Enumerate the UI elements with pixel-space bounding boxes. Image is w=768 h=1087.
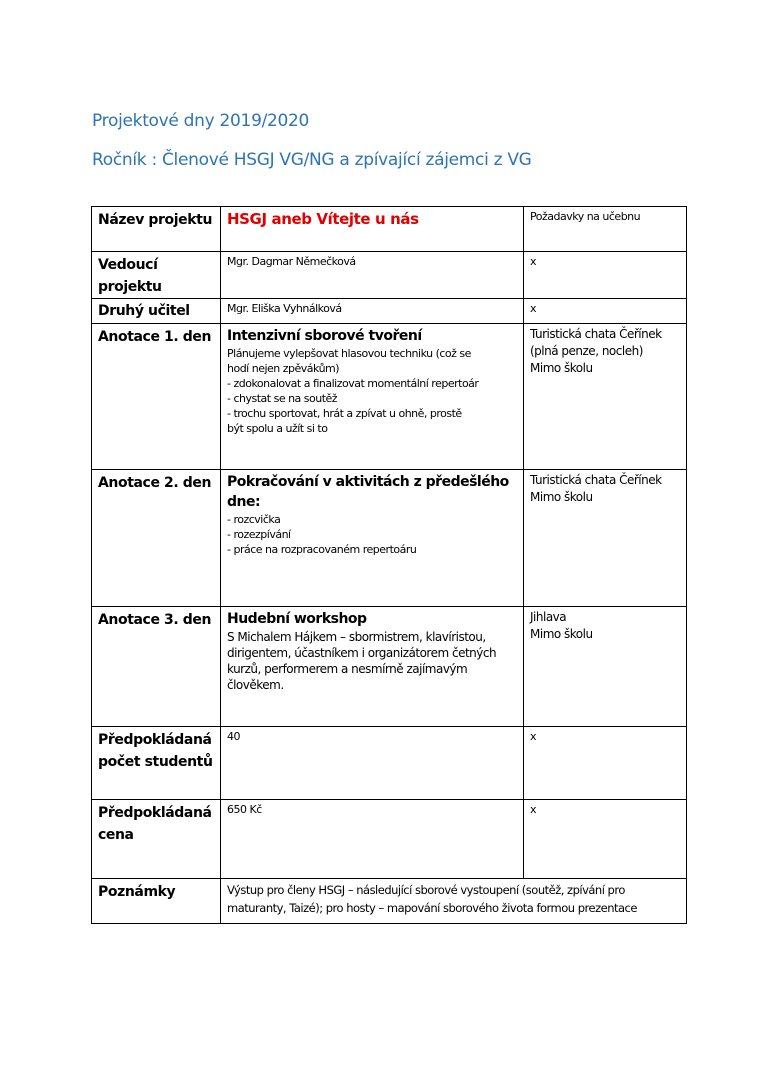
classroom-requirements-header: Požadavky na učebnu bbox=[524, 207, 687, 252]
annotation-title: Hudební workshop bbox=[227, 611, 367, 627]
table-row-day-2 bbox=[92, 470, 687, 607]
location-line: Mimo školu bbox=[530, 627, 593, 641]
project-lead-value: Mgr. Dagmar Němečková bbox=[221, 252, 524, 299]
requirements-value: x bbox=[524, 299, 687, 324]
table-row-day-1 bbox=[92, 324, 687, 470]
annotation-title: Pokračování v aktivitách z předešlého dne: bbox=[227, 474, 509, 510]
price-value: 650 Kč bbox=[221, 800, 524, 879]
row-label: Název projektu bbox=[92, 207, 221, 252]
table-row-project-name bbox=[92, 207, 687, 252]
table-row-project-lead bbox=[92, 252, 687, 299]
row-label: Anotace 3. den bbox=[92, 607, 221, 727]
annotation-line: být spolu a užít si to bbox=[227, 422, 328, 435]
annotation-line: S Michalem Hájkem – sbormistrem, klavíristou, bbox=[227, 630, 486, 644]
student-count-value: 40 bbox=[221, 727, 524, 800]
location-line: Turistická chata Čeřínek bbox=[530, 473, 662, 487]
annotation-line: - rozcvička bbox=[227, 513, 281, 526]
location-line: Jihlava bbox=[530, 610, 567, 624]
annotation-line: kurzů, performerem a nesmírně zajímavým bbox=[227, 662, 468, 676]
annotation-line: - zdokonalovat a finalizovat momentální repertoár bbox=[227, 377, 479, 390]
project-title: HSGJ aneb Vítejte u nás bbox=[227, 210, 419, 228]
document-subheading: Ročník : Členové HSGJ VG/NG a zpívající zájemci z VG bbox=[92, 150, 532, 170]
second-teacher-value: Mgr. Eliška Vyhnálková bbox=[221, 299, 524, 324]
row-label: Vedoucí projektu bbox=[92, 252, 221, 299]
location-line: Turistická chata Čeřínek bbox=[530, 327, 662, 341]
row-label: Poznámky bbox=[92, 879, 221, 924]
location-line: Mimo školu bbox=[530, 490, 593, 504]
annotation-line: - chystat se na soutěž bbox=[227, 392, 338, 405]
row-label: Anotace 1. den bbox=[92, 324, 221, 470]
table-row-student-count bbox=[92, 727, 687, 800]
annotation-line: - práce na rozpracovaném repertoáru bbox=[227, 543, 417, 556]
requirements-value: x bbox=[524, 727, 687, 800]
location-line: (plná penze, nocleh) bbox=[530, 344, 643, 358]
table-row-price bbox=[92, 800, 687, 879]
annotation-line: Plánujeme vylepšovat hlasovou techniku (což se bbox=[227, 347, 471, 360]
document-heading: Projektové dny 2019/2020 bbox=[92, 111, 310, 131]
location-line: Mimo školu bbox=[530, 361, 593, 375]
annotation-line: - rozezpívání bbox=[227, 528, 291, 541]
row-label: Předpokládaná počet studentů bbox=[92, 727, 221, 800]
notes-line: Výstup pro členy HSGJ – následující sborové vystoupení (soutěž, zpívání pro bbox=[227, 883, 625, 897]
notes-line: maturanty, Taizé); pro hosty – mapování sborového života formou prezentace bbox=[227, 901, 637, 915]
annotation-title: Intenzivní sborové tvoření bbox=[227, 328, 422, 344]
annotation-line: člověkem. bbox=[227, 678, 284, 692]
requirements-value: x bbox=[524, 252, 687, 299]
project-table bbox=[91, 206, 687, 924]
row-label: Anotace 2. den bbox=[92, 470, 221, 607]
annotation-line: hodí nejen zpěvákům) bbox=[227, 362, 340, 375]
table-row-second-teacher bbox=[92, 299, 687, 324]
annotation-line: - trochu sportovat, hrát a zpívat u ohně, prostě bbox=[227, 407, 462, 420]
row-label: Předpokládaná cena bbox=[92, 800, 221, 879]
row-label: Druhý učitel bbox=[92, 299, 221, 324]
table-row-day-3 bbox=[92, 607, 687, 727]
requirements-value: x bbox=[524, 800, 687, 879]
annotation-line: dirigentem, účastníkem i organizátorem četných bbox=[227, 646, 497, 660]
table-row-notes bbox=[92, 879, 687, 924]
